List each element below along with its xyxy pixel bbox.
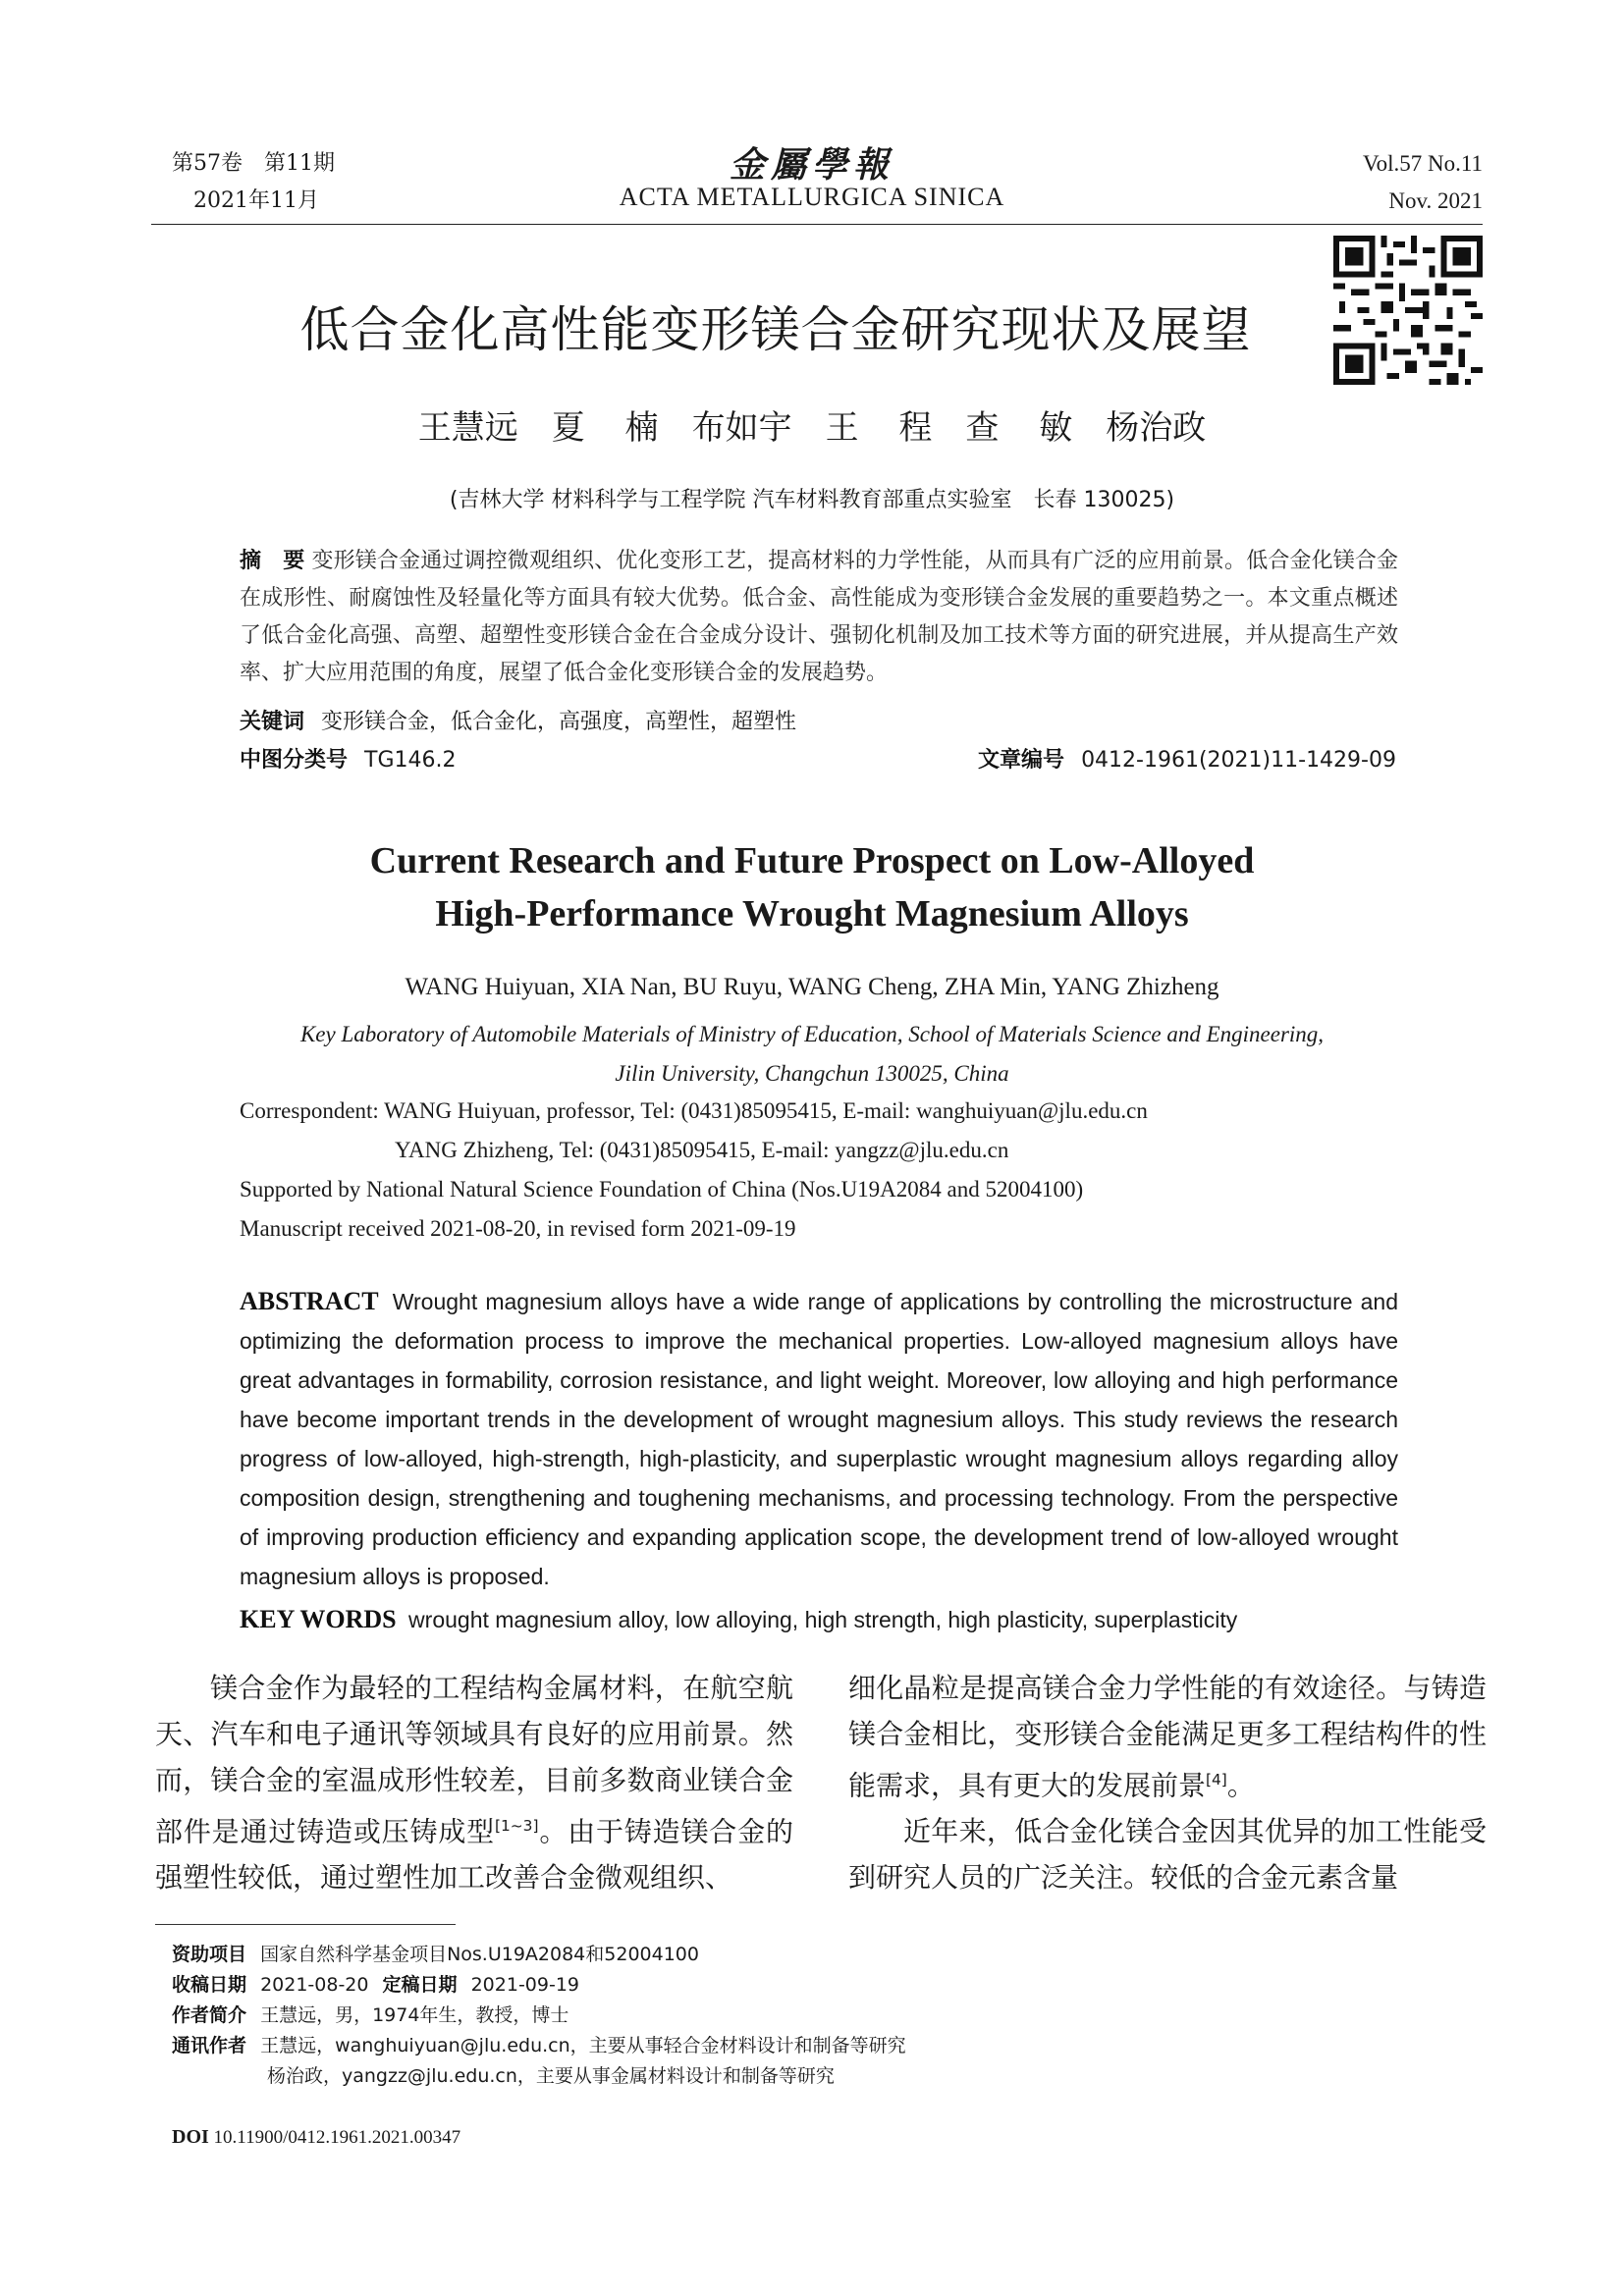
- authors-en: WANG Huiyuan, XIA Nan, BU Ruyu, WANG Cheng, ZHA Min, YANG Zhizheng: [405, 974, 1219, 1000]
- received-text: 2021-08-20: [260, 1974, 369, 1996]
- classification: [240, 742, 456, 779]
- body-text: 。由于铸造镁合金的强塑性较低，通过塑性加工改善合金微观组织、: [155, 1815, 793, 1895]
- title-en-line2: High-Performance Wrought Magnesium Alloys: [435, 893, 1189, 934]
- title-cn: 低合金化高性能变形镁合金研究现状及展望: [299, 301, 1252, 358]
- article-meta-en: [240, 1092, 1418, 1249]
- footnote-author: [172, 2001, 906, 2031]
- keywords-en-text: wrought magnesium alloy, low alloying, high strength, high plasticity, superplasticity: [408, 1607, 1238, 1632]
- article-number-value: 0412-1961(2021)11-1429-09: [1081, 748, 1396, 773]
- corresponding-label: 通讯作者: [172, 2035, 247, 2056]
- affiliation-cn: (吉林大学 材料科学与工程学院 汽车材料教育部重点实验室 长春 130025): [449, 488, 1175, 512]
- keywords-cn-label: 关键词: [240, 710, 305, 734]
- journal-title-cn: 金屬學報: [729, 144, 894, 186]
- funding-label: 资助项目: [172, 1944, 247, 1965]
- revised-text: 2021-09-19: [470, 1974, 580, 1996]
- body-text: 细化晶粒是提高镁合金力学性能的有效途径。与铸造镁合金相比，变形镁合金能满足更多工程结构件的性能需求，具有更大的发展前景: [848, 1672, 1487, 1802]
- body-paragraph: [155, 1665, 793, 1900]
- correspondent-line1: Correspondent: WANG Huiyuan, professor, Tel: (0431)85095415, E-mail: wanghuiyuan@jlu.edu.cn: [240, 1098, 1148, 1123]
- author-bio-label: 作者简介: [172, 2004, 247, 2026]
- doi-label: DOI: [172, 2126, 209, 2148]
- classification-label: 中图分类号: [240, 748, 349, 773]
- footnote-corresponding: [172, 2031, 906, 2061]
- volume-issue-en: Vol.57 No.11: [1362, 151, 1483, 176]
- article-number: [978, 742, 1396, 779]
- keywords-en-label: KEY WORDS: [240, 1605, 397, 1633]
- citation[interactable]: [1~3]: [494, 1817, 539, 1835]
- title-en-line1: Current Research and Future Prospect on Low-Alloyed: [369, 840, 1255, 881]
- affiliation-en: [0, 1015, 1624, 1094]
- title-en: [0, 834, 1624, 940]
- body-paragraph: [848, 1808, 1487, 1900]
- journal-title-en: ACTA METALLURGICA SINICA: [619, 183, 1005, 211]
- abstract-cn: [240, 543, 1398, 692]
- body-paragraph: [848, 1665, 1487, 1808]
- footnotes: [172, 1940, 906, 2092]
- date-en: Nov. 2021: [1388, 188, 1483, 213]
- header-rule: [151, 224, 1483, 225]
- supported-by: Supported by National Natural Science Foundation of China (Nos.U19A2084 and 52004100): [240, 1177, 1084, 1201]
- volume-issue-cn: 第57卷 第11期: [172, 151, 335, 176]
- body-column-left: [155, 1665, 793, 1900]
- keywords-en: [240, 1600, 1418, 1639]
- doi: [172, 2126, 460, 2149]
- author-bio-text: 王慧远，男，1974年生，教授，博士: [260, 2004, 569, 2026]
- footnote-funding: [172, 1940, 906, 1970]
- abstract-cn-label: 摘 要: [240, 549, 305, 573]
- qr-code-icon[interactable]: [1333, 236, 1483, 385]
- abstract-en: [240, 1282, 1398, 1596]
- revised-label: 定稿日期: [382, 1974, 458, 1996]
- corresponding-line1: 王慧远，wanghuiyuan@jlu.edu.cn，主要从事轻合金材料设计和制备等研究: [260, 2035, 906, 2056]
- affiliation-en-line1: Key Laboratory of Automobile Materials of Ministry of Education, School of Materials Science and Engineering,: [299, 1022, 1325, 1046]
- body-column-right: [848, 1665, 1487, 1900]
- affiliation-en-line2: Jilin University, Changchun 130025, China: [615, 1061, 1009, 1086]
- footnote-dates: [172, 1970, 906, 2001]
- keywords-cn: [240, 704, 1398, 741]
- citation[interactable]: [4]: [1206, 1771, 1227, 1789]
- abstract-en-label: ABSTRACT: [240, 1287, 379, 1315]
- body-text: 近年来，低合金化镁合金因其优异的加工性能受到研究人员的广泛关注。较低的合金元素含量: [848, 1815, 1487, 1895]
- body-text: 。: [1226, 1769, 1255, 1802]
- corresponding-line2: 杨治政，yangzz@jlu.edu.cn，主要从事金属材料设计和制备等研究: [267, 2065, 835, 2087]
- doi-text[interactable]: 10.11900/0412.1961.2021.00347: [213, 2127, 461, 2148]
- classification-value: TG146.2: [364, 748, 457, 773]
- funding-text: 国家自然科学基金项目Nos.U19A2084和52004100: [260, 1944, 699, 1965]
- article-number-label: 文章编号: [978, 748, 1065, 773]
- correspondent-line2: YANG Zhizheng, Tel: (0431)85095415, E-mail: yangzz@jlu.edu.cn: [395, 1138, 1009, 1162]
- footnote-rule: [155, 1924, 456, 1925]
- manuscript-dates: Manuscript received 2021-08-20, in revised form 2021-09-19: [240, 1216, 796, 1241]
- header-right: [1363, 145, 1483, 220]
- body-text: 镁合金作为最轻的工程结构金属材料，在航空航天、汽车和电子通讯等领域具有良好的应用前景。然而，镁合金的室温成形性较差，目前多数商业镁合金部件是通过铸造或压铸成型: [155, 1672, 793, 1848]
- authors-cn: 王慧远 夏 楠 布如宇 王 程 查 敏 杨治政: [417, 408, 1207, 448]
- date-cn: 2021年11月: [193, 188, 319, 213]
- abstract-en-text: Wrought magnesium alloys have a wide range of applications by controlling the microstructure and optimizing the deformation process to improve the mechanical properties. Low-alloyed magnesium alloys have great advantages in formability, corrosion resistance, and light weight. Moreover, low alloying and high performance have become important trends in the development of wrought magnesium alloys. This study reviews the research progress of low-alloyed, high-strength, high-plasticity, and superplastic wrought magnesium alloys regarding alloy composition design, strengthening and toughening mechanisms, and processing technology. From the perspective of improving production efficiency and expanding application scope, the development trend of low-alloyed wrought magnesium alloys is proposed.: [240, 1289, 1399, 1589]
- keywords-cn-text: 变形镁合金，低合金化，高强度，高塑性，超塑性: [321, 710, 797, 734]
- received-label: 收稿日期: [172, 1974, 247, 1996]
- abstract-cn-text: 变形镁合金通过调控微观组织、优化变形工艺，提高材料的力学性能，从而具有广泛的应用前景。低合金化镁合金在成形性、耐腐蚀性及轻量化等方面具有较大优势。低合金、高性能成为变形镁合金发展的重要趋势之一。本文重点概述了低合金化高强、高塑、超塑性变形镁合金在合金成分设计、强韧化机制及加工技术等方面的研究进展，并从提高生产效率、扩大应用范围的角度，展望了低合金化变形镁合金的发展趋势。: [240, 549, 1398, 685]
